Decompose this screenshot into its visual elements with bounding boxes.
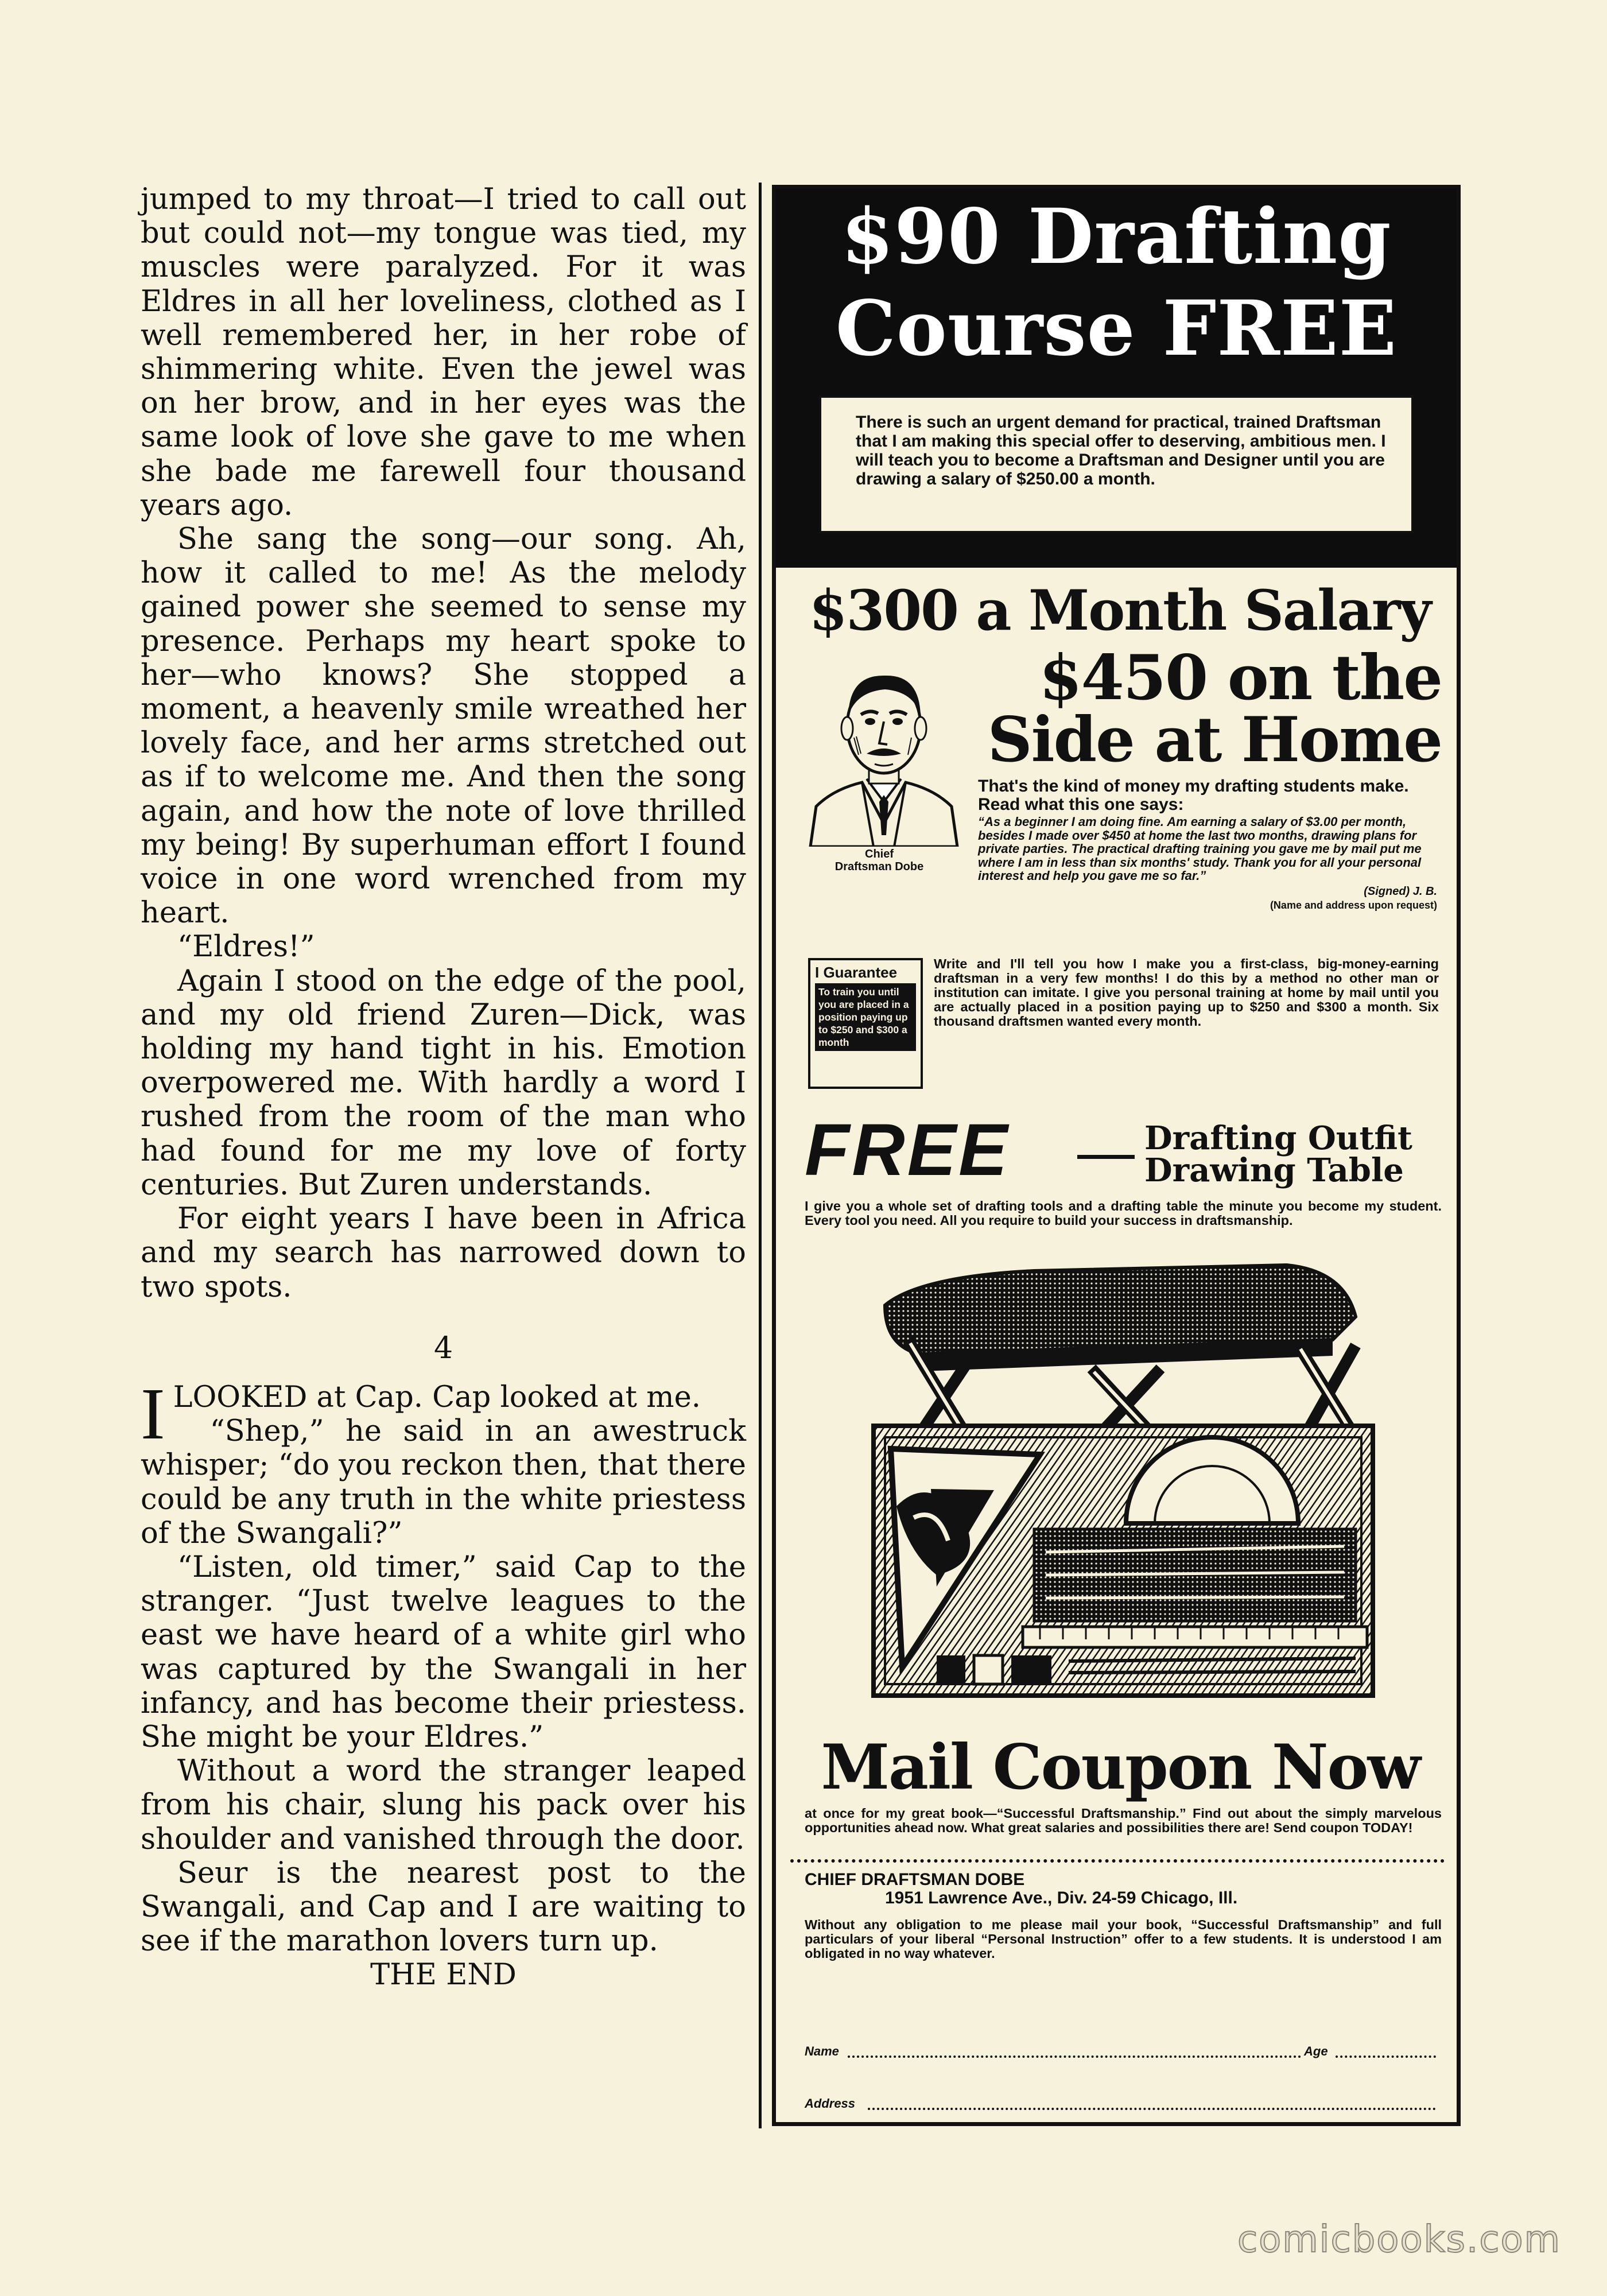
free-dash [1077,1155,1135,1159]
coupon-body: Without any obligation to me please mail your book, “Successful Draftsmanship” and full particulars of your liberal “Personal Instruction” offer to a few students. It is understood I am obligated in no way whatever. [805,1917,1442,1961]
portrait-caption [793,848,965,873]
outfit-text: I give you a whole set of drafting tools and a drafting table the minute you become my student. Every tool you need. All you require to build your success in draftsmanship. [805,1199,1442,1228]
portrait-caption-line-2: Draftsman Dobe [834,860,924,873]
coupon-address: 1951 Lawrence Ave., Div. 24-59 Chicago, Ill. [885,1888,1238,1907]
salary-headline: $300 a Month Salary [809,578,1431,643]
side-income-line-1: $450 on the [1039,642,1442,714]
story-paragraph: She sang the song—our song. Ah, how it called to me! As the melody gained power she seemed to sense my presence. Perhaps my heart spoke to her—who knows? She stopped a moment, a heavenly smile wreathed her lovely face, and her arms stretched out as if to welcome me. And then the song again, and how the note of love thrilled my being! By superhuman effort I found voice in one word wrenched from my heart. [141,522,746,930]
story-paragraph: jumped to my throat—I tried to call out but could not—my tongue was tied, my muscles were paralyzed. For it was Eldres in all her loveliness, clothed as I well remembered her, in her robe of shimmering white. Even the jewel was on her brow, and in her eyes was the same look of love she gave to me when she bade me farewell four thousand years ago. [141,183,746,522]
drop-cap: I [141,1372,165,1455]
testimonial-lead: That's the kind of money my drafting students make. Read what this one says: [978,777,1409,814]
drafting-table-illustration [851,1254,1396,1713]
free-item-table: Drawing Table [1144,1151,1404,1189]
guarantee-title: I Guarantee [815,964,898,981]
ad-headline [776,191,1457,375]
section-number: 4 [433,1331,453,1366]
the-end: THE END [370,1958,517,1992]
site-watermark: comicbooks.com [1237,2219,1561,2261]
mail-coupon-headline: Mail Coupon Now [821,1731,1420,1804]
portrait-caption-line-1: Chief [865,848,894,860]
coupon [805,1871,1442,1961]
story-paragraph: Seur is the nearest post to the Swangali, and Cap and I are waiting to see if the marathon lovers turn up. [141,1856,746,1958]
headline-line-1: $90 Drafting [841,192,1392,281]
chief-draftsman-portrait [799,651,969,847]
story-paragraph: Again I stood on the edge of the pool, and my old friend Zuren—Dick, was holding my hand tight in his. Emotion overpowered me. With hardly a word I rushed from the room of the man who had found for me my love of forty centuries. But Zuren understands. [141,964,746,1202]
age-field-line[interactable] [1336,2055,1436,2058]
name-field-label: Name [805,2044,839,2058]
story-paragraph [141,1372,746,1455]
ad-intro: There is such an urgent demand for practical, trained Draftsman that I am making this special offer to deserving, ambitious men. I will teach you to become a Draftsman and Designer until you are drawing a salary of $250.00 a month. [819,395,1414,533]
age-field-label: Age [1304,2044,1328,2058]
column-rule [759,183,762,2128]
testimonial-signature: (Signed) J. B. [1364,885,1437,898]
side-income-headline [977,642,1442,776]
ad-header [776,189,1457,568]
story-column [141,183,746,1992]
mail-coupon-text: at once for my great book—“Successful Draftsmanship.” Find out about the simply marvelous opportunities ahead now. What great salaries and possibilities there are! Send coupon TODAY! [805,1806,1442,1835]
testimonial-quote: “As a beginner I am doing fine. Am earning a salary of $3.00 per month, besides I made over $450 at home the last two months, drawing plans for private parties. The practical drafting training you gave me by mail put me where I am in less than six months' study. Thank you for all your personal interest and help you gave me so far.” [978,815,1422,883]
guarantee-text: To train you until you are placed in a position paying up to $250 and $300 a month [815,983,916,1051]
address-field-line[interactable] [868,2108,1436,2110]
coupon-addressee: CHIEF DRAFTSMAN DOBE [805,1870,1025,1889]
story-paragraph: Without a word the stranger leaped from his chair, slung his pack over his shoulder and vanished through the door. [141,1754,746,1856]
coupon-cut-line [790,1859,1445,1863]
story-paragraph: For eight years I have been in Africa and my search has narrowed down to two spots. [141,1202,746,1304]
drafting-course-ad [772,185,1461,2126]
name-field-line[interactable] [848,2055,1301,2058]
free-items [1144,1119,1431,1189]
headline-line-2: Course FREE [835,284,1398,373]
testimonial-note: (Name and address upon request) [1270,899,1437,911]
dropcap-paragraph-text: LOOKED at Cap. Cap looked at me. [173,1380,701,1414]
story-paragraph: “Listen, old timer,” said Cap to the stranger. “Just twelve leagues to the east we have heard of a white girl who was captured by the Swangali in her infancy, and has become their priestess. She might be your Eldres.” [141,1550,746,1754]
testimonial [978,777,1437,910]
address-field-label: Address [805,2096,856,2111]
free-headline: FREE [805,1109,1010,1191]
side-income-line-2: Side at Home [987,704,1442,776]
offer-text: Write and I'll tell you how I make you a first-class, big-money-earning draftsman in a very few months! I do this by a method no other man or institution can imitate. I give you personal training at home by mail until you are actually placed in a position paying up to $250 and $300 a month. Six thousand draftsmen wanted every month. [934,956,1439,1029]
free-item-outfit: Drafting Outfit [1144,1119,1412,1157]
guarantee-box [808,958,923,1089]
story-paragraph: “Shep,” he said in an awestruck whisper; “do you reckon then, that there could be any truth in the white priestess of the Swangali?” [141,1414,746,1550]
story-paragraph: “Eldres!” [177,930,315,964]
